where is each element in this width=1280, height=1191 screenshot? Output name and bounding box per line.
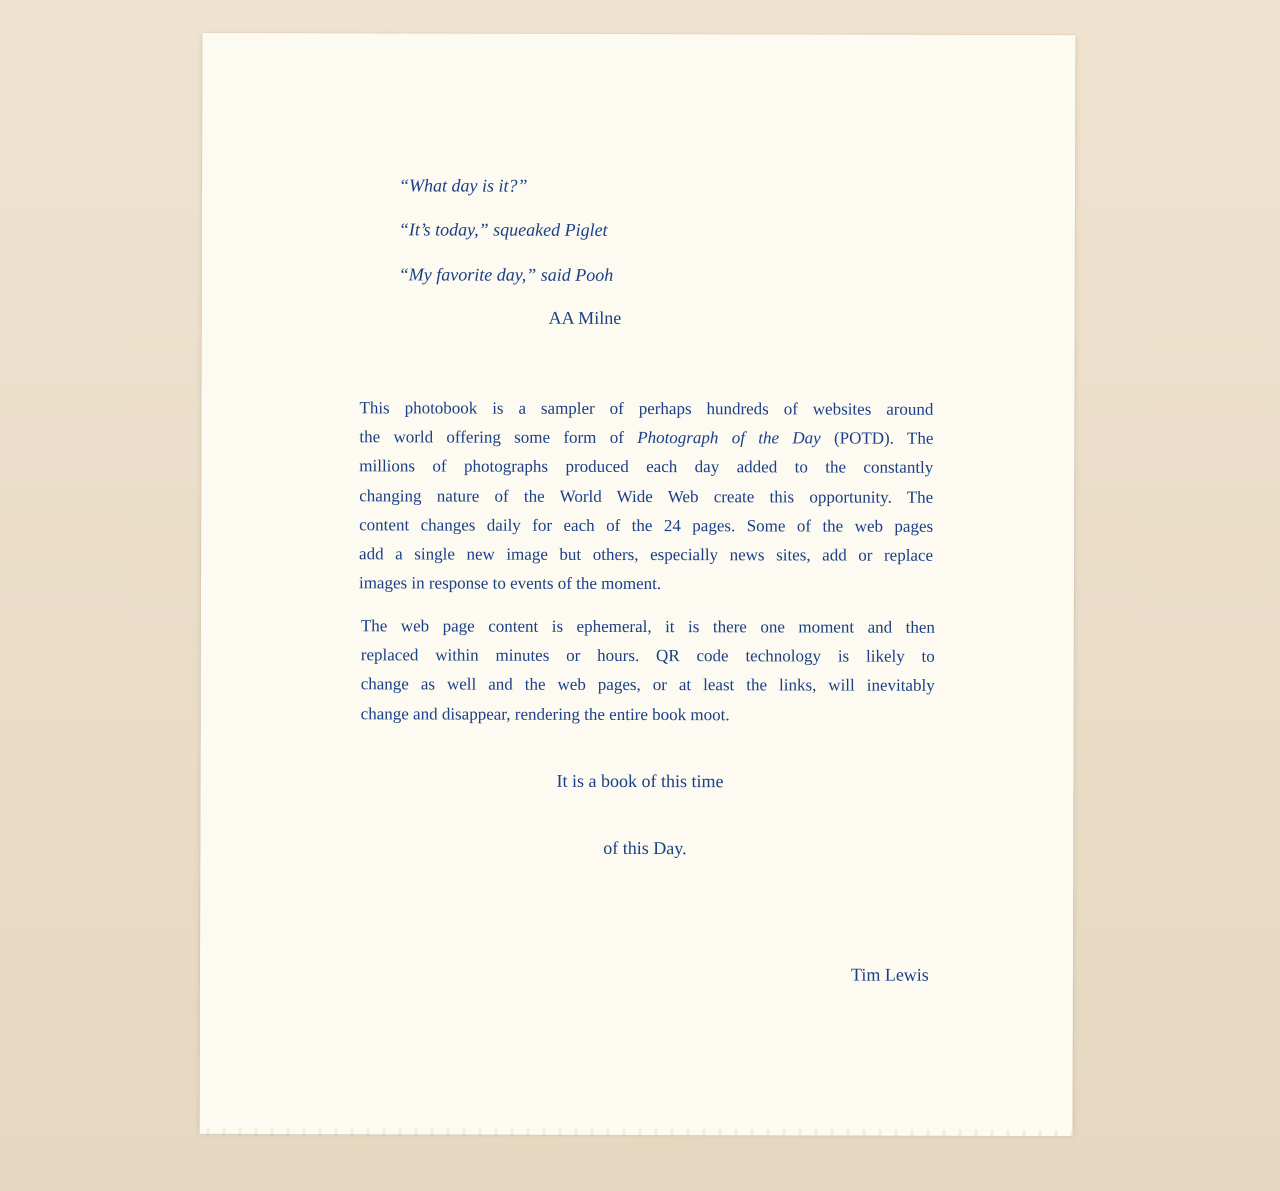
intro-line-5: content changes daily for each of the 24 pages. Some of the web pages bbox=[359, 515, 934, 536]
intro-line-3: millions of photographs produced each day added to the constantly bbox=[359, 456, 934, 478]
ephemeral-line-3: change as well and the web pages, or at least the links, will inevitably bbox=[360, 674, 935, 696]
epigraph-attribution: AA Milne bbox=[548, 307, 622, 328]
epigraph-line-2: “It’s today,” squeaked Piglet bbox=[398, 219, 608, 240]
intro-emphasis: Photograph of the Day bbox=[637, 428, 821, 448]
intro-line-2 bbox=[359, 422, 933, 453]
intro-line-6: add a single new image but others, especially news sites, add or replace bbox=[359, 544, 934, 565]
intro-line-7: images in response to events of the moment. bbox=[358, 573, 662, 594]
intro-line-2-end: (POTD). The bbox=[820, 428, 934, 448]
ephemeral-paragraph bbox=[361, 611, 935, 729]
deckled-edge bbox=[200, 1128, 1073, 1137]
author-signature: Tim Lewis bbox=[850, 964, 929, 985]
closing-line-1: It is a book of this time bbox=[556, 770, 724, 792]
epigraph-line-1: “What day is it?” bbox=[399, 175, 528, 196]
intro-line-4: changing nature of the World Wide Web create this opportunity. The bbox=[359, 485, 934, 507]
ephemeral-line-4: change and disappear, rendering the entire book moot. bbox=[360, 703, 730, 724]
printed-page bbox=[200, 33, 1076, 1133]
intro-paragraph bbox=[359, 393, 934, 599]
ephemeral-line-2: replaced within minutes or hours. QR code technology is likely to bbox=[360, 645, 935, 666]
intro-line-1: This photobook is a sampler of perhaps hundreds of websites around bbox=[359, 398, 934, 419]
epigraph-line-3: “My favorite day,” said Pooh bbox=[398, 264, 614, 285]
intro-line-2-start: the world offering some form of bbox=[359, 427, 638, 448]
closing-line-2: of this Day. bbox=[603, 837, 687, 859]
ephemeral-line-1: The web page content is ephemeral, it is there one moment and then bbox=[360, 616, 935, 637]
